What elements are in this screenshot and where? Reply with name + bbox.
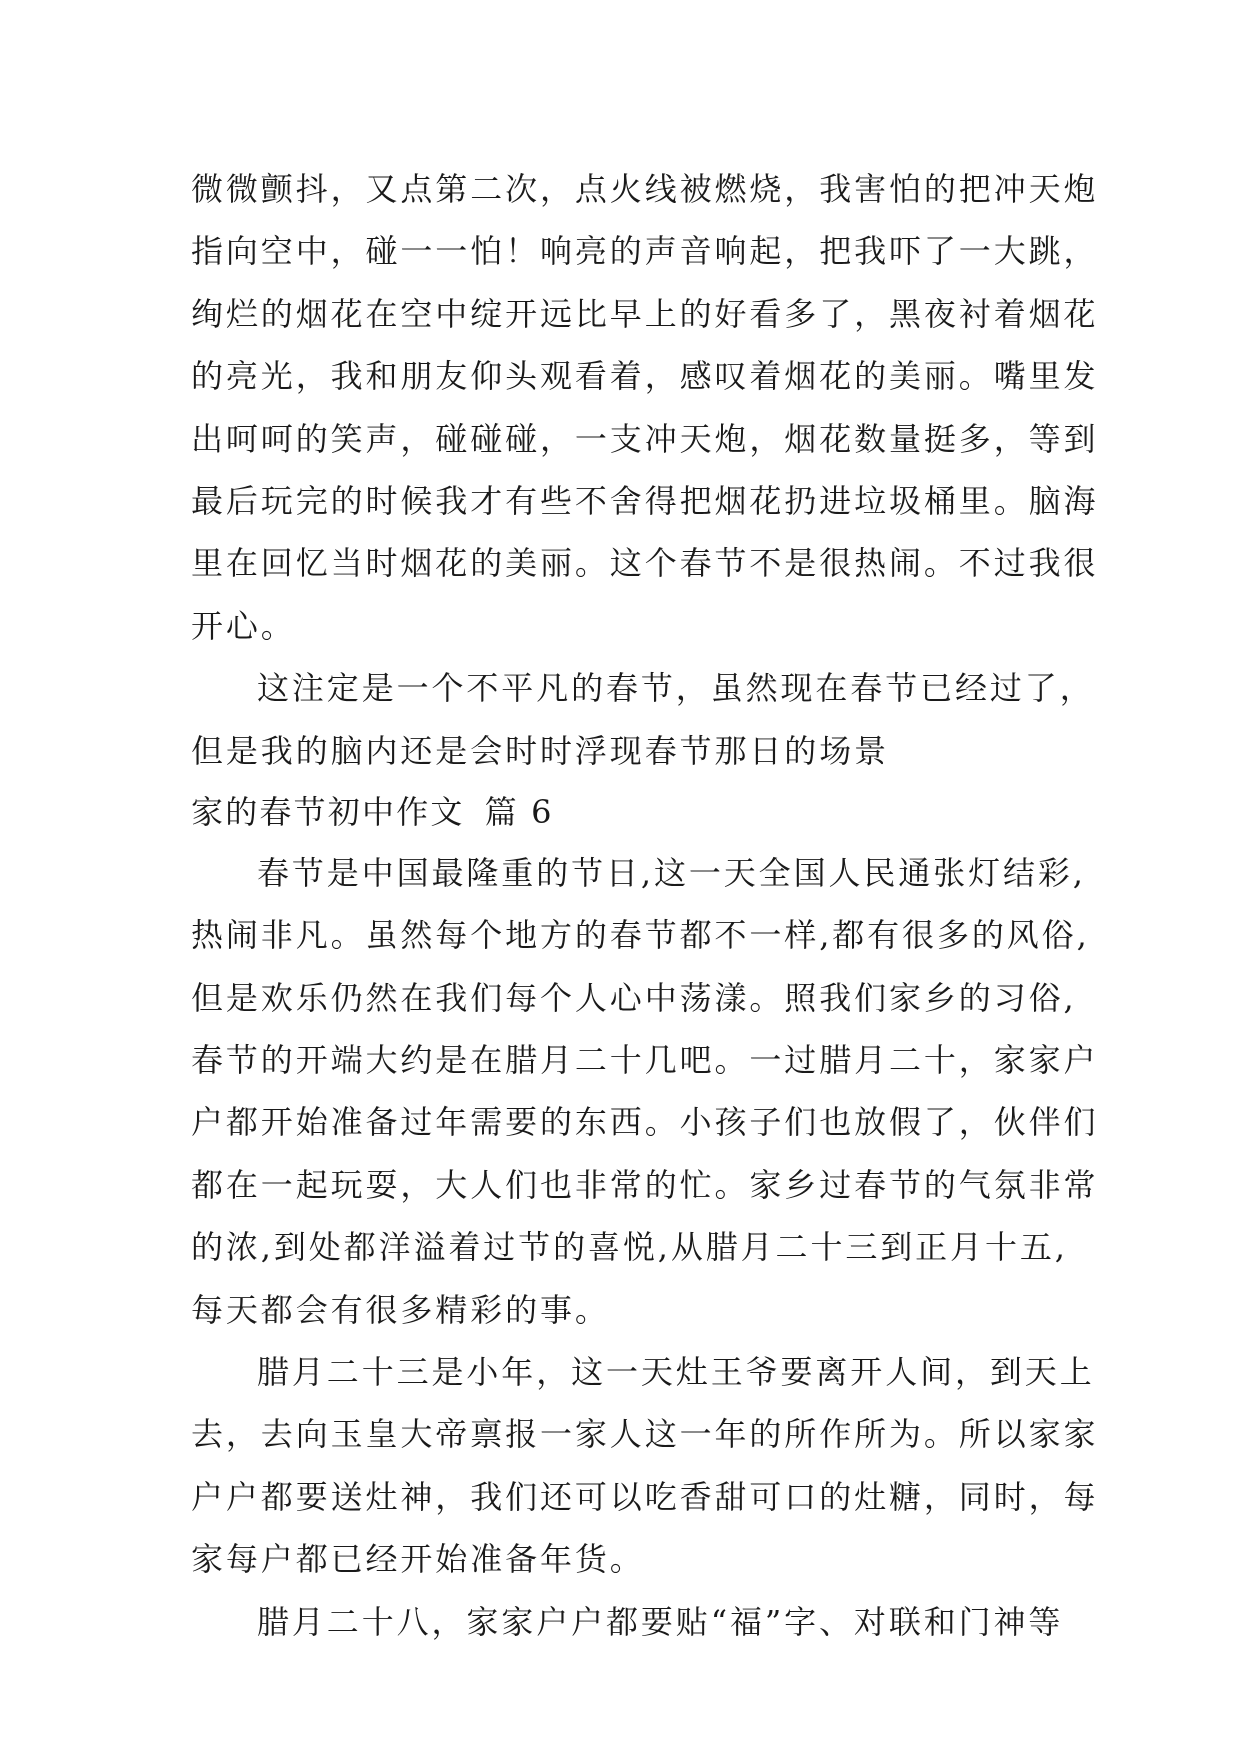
heading-title: 家的春节初中作文 [191,792,465,831]
text-line: 绚烂的烟花在空中绽开远比早上的好看多了，黑夜衬着烟花 [191,294,1099,333]
text-line: 出呵呵的笑声，碰碰碰，一支冲天炮，烟花数量挺多，等到 [191,419,1099,458]
paragraph [191,657,1095,782]
text-line: 户都开始准备过年需要的东西。小孩子们也放假了，伙伴们 [191,1103,1099,1142]
text-line: 里在回忆当时烟花的美丽。这个春节不是很热闹。不过我很 [191,544,1099,583]
text-line: 最后玩完的时候我才有些不舍得把烟花扔进垃圾桶里。脑海 [191,481,1099,520]
paragraph [191,1591,1071,1653]
document-body [191,158,1099,1653]
text-line: 家每户都已经开始准备年货。 [191,1540,645,1579]
text-line: 春节是中国最隆重的节日,这一天全国人民通张灯结彩, [257,853,1086,892]
text-line: 微微颤抖，又点第二次，点火线被燃烧，我害怕的把冲天炮 [191,170,1099,208]
text-line: 去，去向玉皇大帝禀报一家人这一年的所作所为。所以家家 [191,1415,1099,1454]
text-line: 都在一起玩耍，大人们也非常的忙。家乡过春节的气氛非常 [191,1165,1099,1204]
text-line: 户户都要送灶神，我们还可以吃香甜可口的灶糖，同时，每 [191,1477,1099,1516]
text-line: 腊月二十三是小年，这一天灶王爷要离开人间，到天上 [257,1353,1095,1392]
text-line: 腊月二十八，家家户户都要贴“福”字、对联和门神等 [257,1602,1064,1641]
text-line: 春节的开端大约是在腊月二十几吧。一过腊月二十，家家户 [191,1041,1099,1080]
text-line: 指向空中，碰一一怕！响亮的声音响起，把我吓了一大跳， [191,232,1099,271]
paragraph [191,1341,1099,1591]
text-line: 的亮光，我和朋友仰头观看着，感叹着烟花的美丽。嘴里发 [191,357,1099,396]
text-line: 但是欢乐仍然在我们每个人心中荡漾。照我们家乡的习俗, [191,978,1077,1017]
text-line: 的浓,到处都洋溢着过节的喜悦,从腊月二十三到正月十五, [191,1228,1068,1267]
text-line: 但是我的脑内还是会时时浮现春节那日的场景 [191,731,890,770]
section-heading [191,782,1071,842]
text-line: 热闹非凡。虽然每个地方的春节都不一样,都有很多的风俗, [191,916,1090,955]
paragraph [191,158,1099,657]
text-line: 这注定是一个不平凡的春节，虽然现在春节已经过了， [257,669,1095,708]
paragraph [191,842,1099,1341]
text-line: 每天都会有很多精彩的事。 [191,1290,610,1329]
heading-section-number: 篇 6 [484,792,554,831]
text-line: 开心。 [191,606,296,645]
